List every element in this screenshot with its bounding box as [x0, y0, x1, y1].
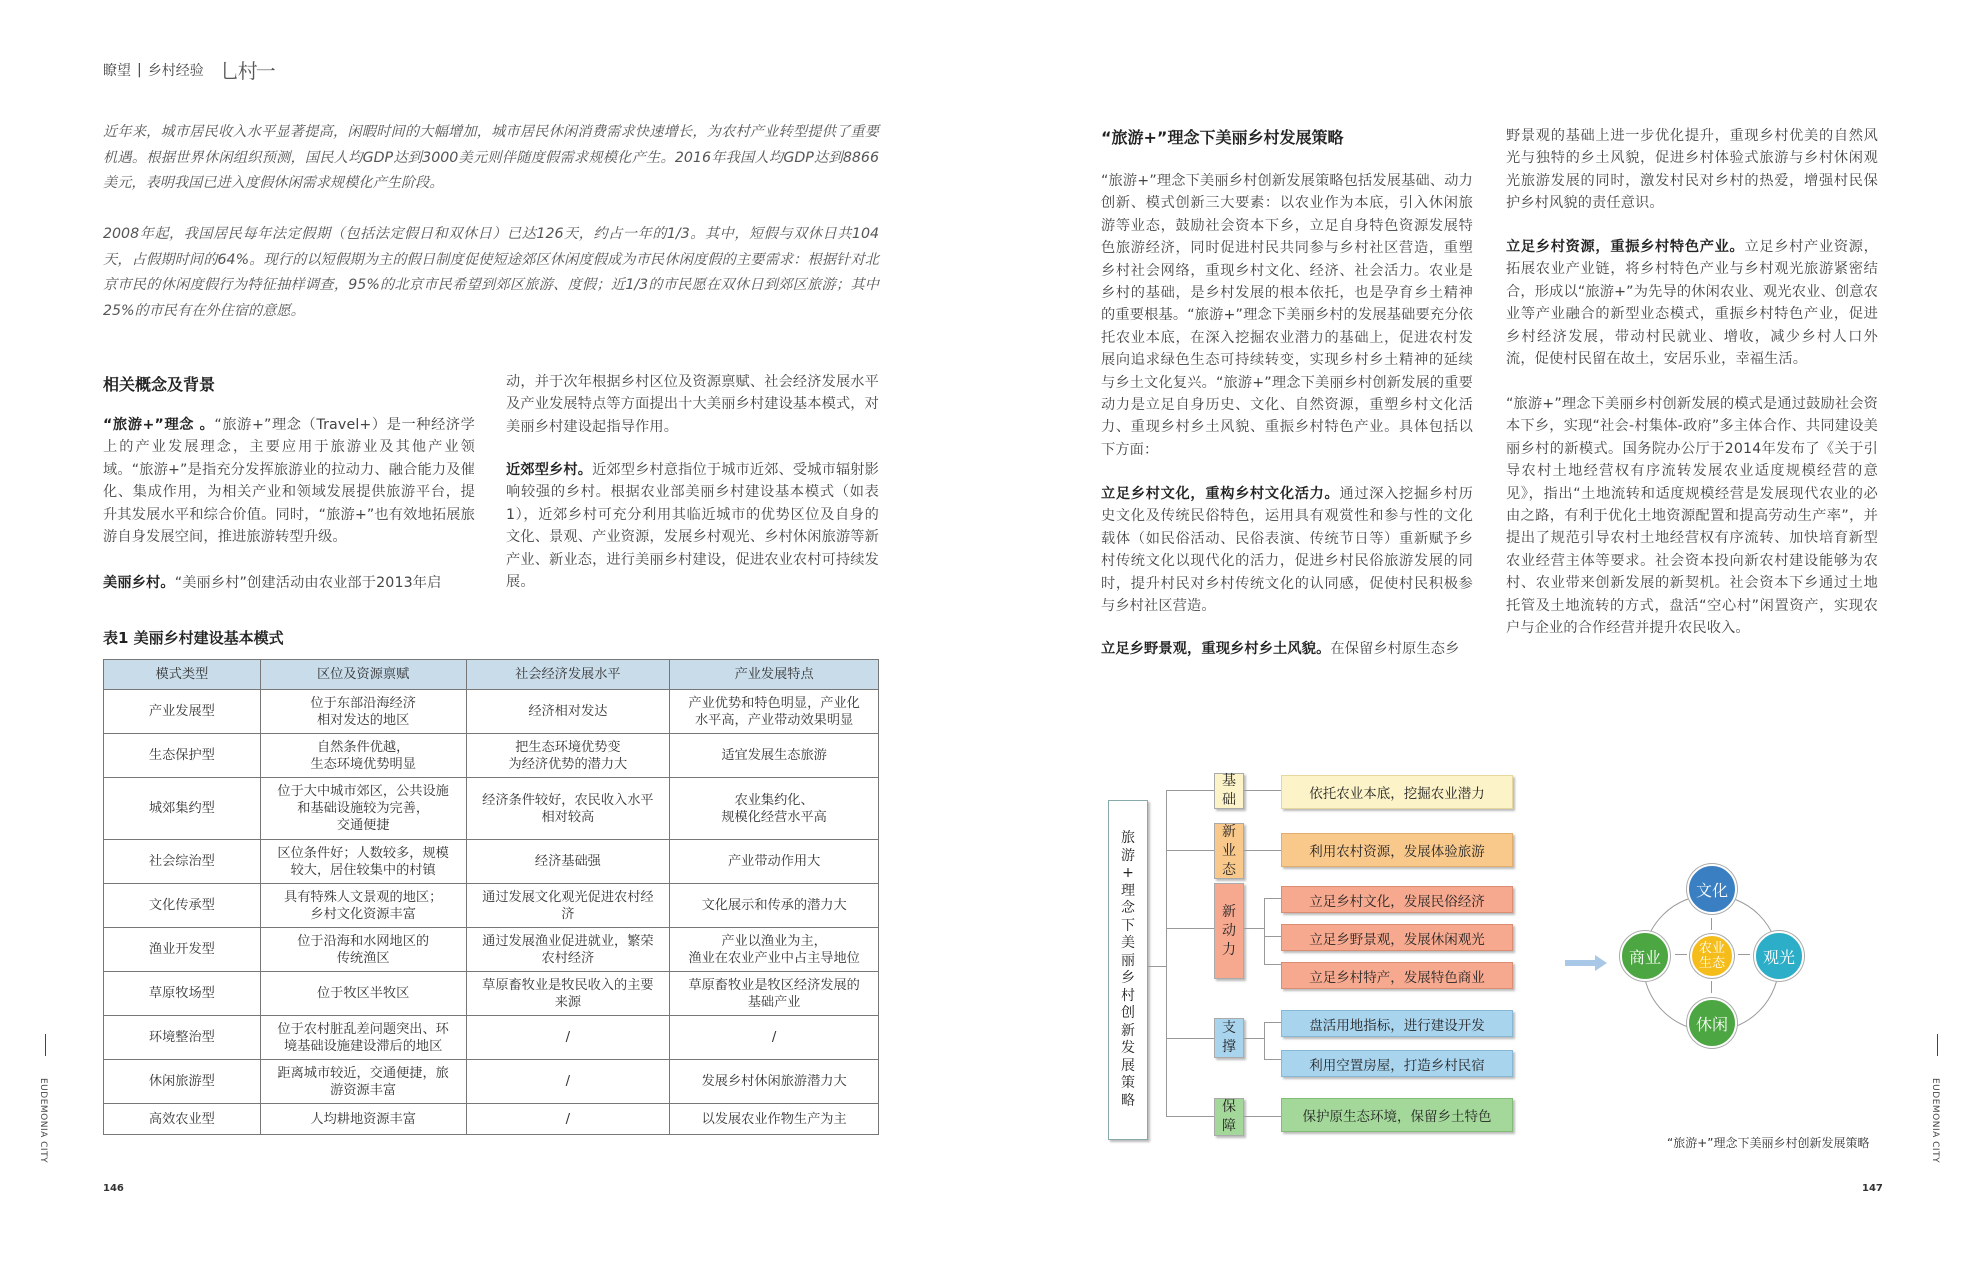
- landscape-paragraph: [1101, 638, 1473, 660]
- table-cell: /: [670, 1016, 879, 1060]
- table-cell: 人均耕地资源丰富: [260, 1104, 466, 1135]
- suburban-paragraph: [506, 459, 879, 593]
- landscape-continued: 野景观的基础上进一步优化提升，重现乡村优美的自然风光与独特的乡土风貌，促进乡村体验式旅游与乡村休闲观光旅游发展的同时，激发村民对乡村的热爱，增强村民保护乡村风貌的责任意识。: [1506, 128, 1878, 212]
- header-subsection: 乡村经验: [147, 62, 204, 79]
- table-cell: 通过发展渔业促进就业，繁荣 农村经济: [466, 928, 670, 972]
- suburban-text: 近郊型乡村意指位于城市近郊、受城市辐射影响较强的乡村。根据农业部美丽乡村建设基本模式（如表1），近郊乡村可充分利用其临近城市的优势区位及自身的文化、景观、产业资源，发展乡村观光、乡村休闲旅游等新产业、新业态，进行美丽乡村建设，促进农业农村可持续发展。: [506, 462, 879, 591]
- table-header-cell: 产业发展特点: [670, 660, 879, 690]
- connector: [1264, 1022, 1265, 1059]
- table-row: [104, 884, 879, 928]
- table-cell: 城郊集约型: [104, 778, 261, 840]
- arrow-right-icon: [1565, 955, 1607, 971]
- strategy-item: 立足乡村文化，发展民俗经济: [1281, 886, 1513, 913]
- strategy-item: 立足乡野景观，发展休闲观光: [1281, 924, 1513, 951]
- header-logo: 乚村一: [219, 59, 274, 83]
- connector: [1264, 1059, 1281, 1060]
- table-cell: 位于东部沿海经济 相对发达的地区: [260, 690, 466, 734]
- modes-table: [103, 659, 879, 1135]
- culture-text: 通过深入挖掘乡村历史文化及传统民俗特色，运用具有观赏性和参与性的文化载体（如民俗活动、民俗表演、传统节日等）重新赋予乡村传统文化以现代化的活力，促进乡村民俗旅游发展的同时，提升村民对乡村传统文化的认同感，促使村民积极参与乡村社区营造。: [1101, 486, 1473, 615]
- table-cell: /: [466, 1104, 670, 1135]
- table-cell: 产业带动作用大: [670, 840, 879, 884]
- running-header: [103, 55, 274, 84]
- beautiful-village-term: 美丽乡村。: [103, 575, 175, 591]
- model-paragraph: “旅游+”理念下美丽乡村创新发展的模式是通过鼓励社会资本下乡，实现“社会-村集体-政府”多主体合作、共同建设美丽乡村的新模式。国务院办公厅于2014年发布了《关于引导农村土地经营权有序流转发展农业适度规模经营的意见》，指出“土地流转和适度规模经营是发展现代农业的必由之路，有利于优化土地资源配置和提高劳动生产率”，并提出了规范引导农村土地经营权有序流转、加快培育新型农业经营主体等要求。社会资本投向新农村建设能够为农村、农业带来创新发展的新契机。社会资本下乡通过土地托管及土地流转的方式，盘活“空心村”闲置资产，实现农户与企业的合作经营并提升农民收入。: [1506, 396, 1878, 637]
- table-row: [104, 690, 879, 734]
- table-cell: 渔业开发型: [104, 928, 261, 972]
- connector: [1264, 1022, 1281, 1023]
- connector: [1675, 954, 1687, 955]
- group-label-support: 支 撑: [1214, 1018, 1244, 1058]
- connector: [1166, 1116, 1214, 1117]
- resources-text: 立足乡村产业资源，拓展农业产业链，将乡村特色产业与乡村观光旅游紧密结合，形成以“旅游+”为先导的休闲农业、观光农业、创意农业等产业融合的新型业态模式，重振乡村特色产业，促进乡村经济发展，带动村民就业、增收，减少乡村人口外流，促使村民留在故土，安居乐业，幸福生活。: [1506, 239, 1878, 368]
- table-caption: 表1 美丽乡村建设基本模式: [103, 629, 284, 647]
- table-cell: /: [466, 1060, 670, 1104]
- table-cell: 经济条件较好，农民收入水平 相对较高: [466, 778, 670, 840]
- table-cell: 产业以渔业为主， 渔业在农业产业中占主导地位: [670, 928, 879, 972]
- table-cell: 把生态环境优势变 为经济优势的潜力大: [466, 734, 670, 778]
- table-cell: 经济相对发达: [466, 690, 670, 734]
- group-label-guarantee: 保 障: [1214, 1098, 1244, 1136]
- table-cell: 位于沿海和水网地区的 传统渔区: [260, 928, 466, 972]
- beautiful-village-text: “美丽乡村”创建活动由农业部于2013年启: [174, 575, 442, 591]
- connector: [1711, 981, 1712, 993]
- table-row: [104, 972, 879, 1016]
- page-number-left: 146: [103, 1183, 124, 1194]
- strategy-item: 依托农业本底，挖掘农业潜力: [1281, 775, 1513, 809]
- landscape-term: 立足乡野景观，重现乡村乡土风貌。: [1101, 641, 1331, 657]
- table-cell: 社会综治型: [104, 840, 261, 884]
- resources-term: 立足乡村资源，重振乡村特色产业。: [1506, 239, 1745, 255]
- connector: [1166, 790, 1167, 1116]
- suburban-term: 近郊型乡村。: [506, 462, 593, 478]
- table-cell: 位于牧区半牧区: [260, 972, 466, 1016]
- table-cell: 文化展示和传承的潜力大: [670, 884, 879, 928]
- table-header-cell: 模式类型: [104, 660, 261, 690]
- beautiful-village-continued: 动，并于次年根据乡村区位及资源禀赋、社会经济发展水平及产业发展特点等方面提出十大美丽乡村建设基本模式，对美丽乡村建设起指导作用。: [506, 374, 879, 435]
- table-cell: 经济基础强: [466, 840, 670, 884]
- connector: [1264, 898, 1281, 899]
- circle-sightseeing: 观光: [1754, 931, 1804, 981]
- table-row: [104, 928, 879, 972]
- table-cell: 以发展农业作物生产为主: [670, 1104, 879, 1135]
- beautiful-village-paragraph: [103, 572, 475, 594]
- section2-heading: “旅游+”理念下美丽乡村发展策略: [1101, 128, 1344, 147]
- side-title-right: EUDEMONIA CITY: [1930, 1078, 1940, 1164]
- connector: [1264, 936, 1281, 937]
- table-cell: 草原牧场型: [104, 972, 261, 1016]
- table-cell: 产业发展型: [104, 690, 261, 734]
- section-heading: 相关概念及背景: [103, 375, 216, 394]
- group-label-foundation: 基 础: [1214, 773, 1244, 809]
- table-cell: 草原畜牧业是牧民收入的主要 来源: [466, 972, 670, 1016]
- table-header-cell: 区位及资源禀赋: [260, 660, 466, 690]
- connector: [1711, 918, 1712, 930]
- connector: [1244, 790, 1281, 791]
- strategy-item: 盘活用地指标，进行建设开发: [1281, 1010, 1513, 1037]
- circle-commerce: 商业: [1620, 931, 1670, 981]
- concept-text: “旅游+”理念（Travel+）是一种经济学上的产业发展理念，主要应用于旅游业及其他产业领域。“旅游+”是指充分发挥旅游业的拉动力、融合能力及催化、集成作用，为相关产业和领域发展提供旅游平台，提升其发展水平和综合价值。同时，“旅游+”也有效地拓展旅游自身发展空间，推进旅游转型升级。: [103, 417, 476, 546]
- table-cell: 文化传承型: [104, 884, 261, 928]
- connector: [1148, 966, 1166, 967]
- side-rule-left: [45, 1034, 46, 1056]
- table-row: [104, 1016, 879, 1060]
- landscape-text: 在保留乡村原生态乡: [1330, 641, 1460, 657]
- table-cell: 自然条件优越， 生态环境优势明显: [260, 734, 466, 778]
- connector: [1264, 898, 1265, 964]
- connector: [1166, 790, 1214, 791]
- table-row: [104, 734, 879, 778]
- connector: [1166, 850, 1214, 851]
- side-title-left: EUDEMONIA CITY: [38, 1078, 48, 1164]
- table-row: [104, 1060, 879, 1104]
- group-label-new-business: 新 业 态: [1214, 823, 1244, 879]
- table-cell: 生态保护型: [104, 734, 261, 778]
- table-cell: 产业优势和特色明显，产业化 水平高，产业带动效果明显: [670, 690, 879, 734]
- resources-paragraph: [1506, 236, 1878, 370]
- strategy-diagram: [1101, 768, 1879, 1148]
- strategy-item: 利用空置房屋，打造乡村民宿: [1281, 1050, 1513, 1077]
- circle-leisure: 休闲: [1687, 998, 1737, 1048]
- diagram-root: 旅 游 + 理 念 下 美 丽 乡 村 创 新 发 展 策 略: [1108, 800, 1148, 1140]
- connector: [1264, 964, 1281, 965]
- header-divider: |: [137, 61, 142, 78]
- strategy-item: 立足乡村特产，发展特色商业: [1281, 962, 1513, 989]
- table-header-row: [104, 660, 879, 690]
- table-cell: 环境整治型: [104, 1016, 261, 1060]
- header-section: 瞭望: [103, 62, 131, 79]
- table-cell: 通过发展文化观光促进农村经 济: [466, 884, 670, 928]
- culture-term: 立足乡村文化，重构乡村文化活力。: [1101, 486, 1340, 502]
- table-cell: 农业集约化、 规模化经营水平高: [670, 778, 879, 840]
- table-row: [104, 1104, 879, 1135]
- table-cell: 位于农村脏乱差问题突出、环 境基础设施建设滞后的地区: [260, 1016, 466, 1060]
- table-cell: 发展乡村休闲旅游潜力大: [670, 1060, 879, 1104]
- table-cell: /: [466, 1016, 670, 1060]
- table-cell: 适宜发展生态旅游: [670, 734, 879, 778]
- group-label-new-momentum: 新 动 力: [1214, 883, 1244, 979]
- table-row: [104, 778, 879, 840]
- table-row: [104, 840, 879, 884]
- connector: [1166, 928, 1214, 929]
- table-cell: 区位条件好；人数较多，规模 较大，居住较集中的村镇: [260, 840, 466, 884]
- concept-paragraph: [103, 414, 475, 548]
- connector: [1244, 850, 1281, 851]
- table-cell: 位于大中城市郊区，公共设施 和基础设施较为完善， 交通便捷: [260, 778, 466, 840]
- table-cell: 具有特殊人文景观的地区； 乡村文化资源丰富: [260, 884, 466, 928]
- table-cell: 距离城市较近，交通便捷，旅 游资源丰富: [260, 1060, 466, 1104]
- circle-culture: 文化: [1687, 864, 1737, 914]
- culture-paragraph: [1101, 483, 1473, 617]
- table-cell: 休闲旅游型: [104, 1060, 261, 1104]
- side-rule-right: [1937, 1034, 1938, 1056]
- connector: [1244, 1038, 1264, 1039]
- page-number-right: 147: [1862, 1183, 1883, 1194]
- strategy-item: 保护原生态环境，保留乡土特色: [1281, 1098, 1513, 1132]
- strategy-item: 利用农村资源，发展体验旅游: [1281, 833, 1513, 867]
- table-cell: 高效农业型: [104, 1104, 261, 1135]
- connector: [1244, 1116, 1281, 1117]
- table-header-cell: 社会经济发展水平: [466, 660, 670, 690]
- connector: [1244, 928, 1264, 929]
- intro-paragraph-2: 2008年起，我国居民每年法定假期（包括法定假日和双休日）已达126天，约占一年的1/3。其中，短假与双休日共104天，占假期时间的64%。现行的以短假期为主的假日制度促使短途郊区休闲度假成为市民休闲度假的主要需求：根据针对北京市民的休闲度假行为特征抽样调查，95%的北京市民希望到郊区旅游、度假；近1/3的市民愿在双休日到郊区旅游；其中25%的市民有在外住宿的意愿。: [103, 226, 879, 319]
- circle-agriculture-ecology: 农业 生态: [1690, 934, 1734, 978]
- connector: [1738, 954, 1750, 955]
- strategy-paragraph: “旅游+”理念下美丽乡村创新发展策略包括发展基础、动力创新、模式创新三大要素：以农业作为本底，引入休闲旅游等业态，鼓励社会资本下乡，立足自身特色资源发展特色旅游经济，同时促进村民共同参与乡村社区营造，重塑乡村社会网络，重现乡村文化、经济、社会活力。农业是乡村的基础，是乡村发展的根本依托，也是孕育乡土精神的重要根基。“旅游+”理念下美丽乡村的发展基础要充分依托农业本底，在深入挖掘农业潜力的基础上，促进农村发展向追求绿色生态可持续转变，实现乡村乡土精神的延续与乡土文化复兴。“旅游+”理念下美丽乡村创新发展的重要动力是立足自身历史、文化、自然资源，重塑乡村文化活力、重现乡村乡土风貌、重振乡村特色产业。具体包括以下方面：: [1101, 173, 1473, 458]
- concept-term: “旅游+”理念 。: [103, 417, 215, 433]
- connector: [1166, 1038, 1214, 1039]
- intro-paragraph-1: 近年来，城市居民收入水平显著提高，闲暇时间的大幅增加，城市居民休闲消费需求快速增长，为农村产业转型提供了重要机遇。根据世界休闲组织预测，国民人均GDP达到3000美元则伴随度假需求规模化产生。2016年我国人均GDP达到8866美元，表明我国已进入度假休闲需求规模化产生阶段。: [103, 124, 879, 192]
- table-cell: 草原畜牧业是牧区经济发展的 基础产业: [670, 972, 879, 1016]
- diagram-caption: “旅游+”理念下美丽乡村创新发展策略: [1667, 1136, 1870, 1150]
